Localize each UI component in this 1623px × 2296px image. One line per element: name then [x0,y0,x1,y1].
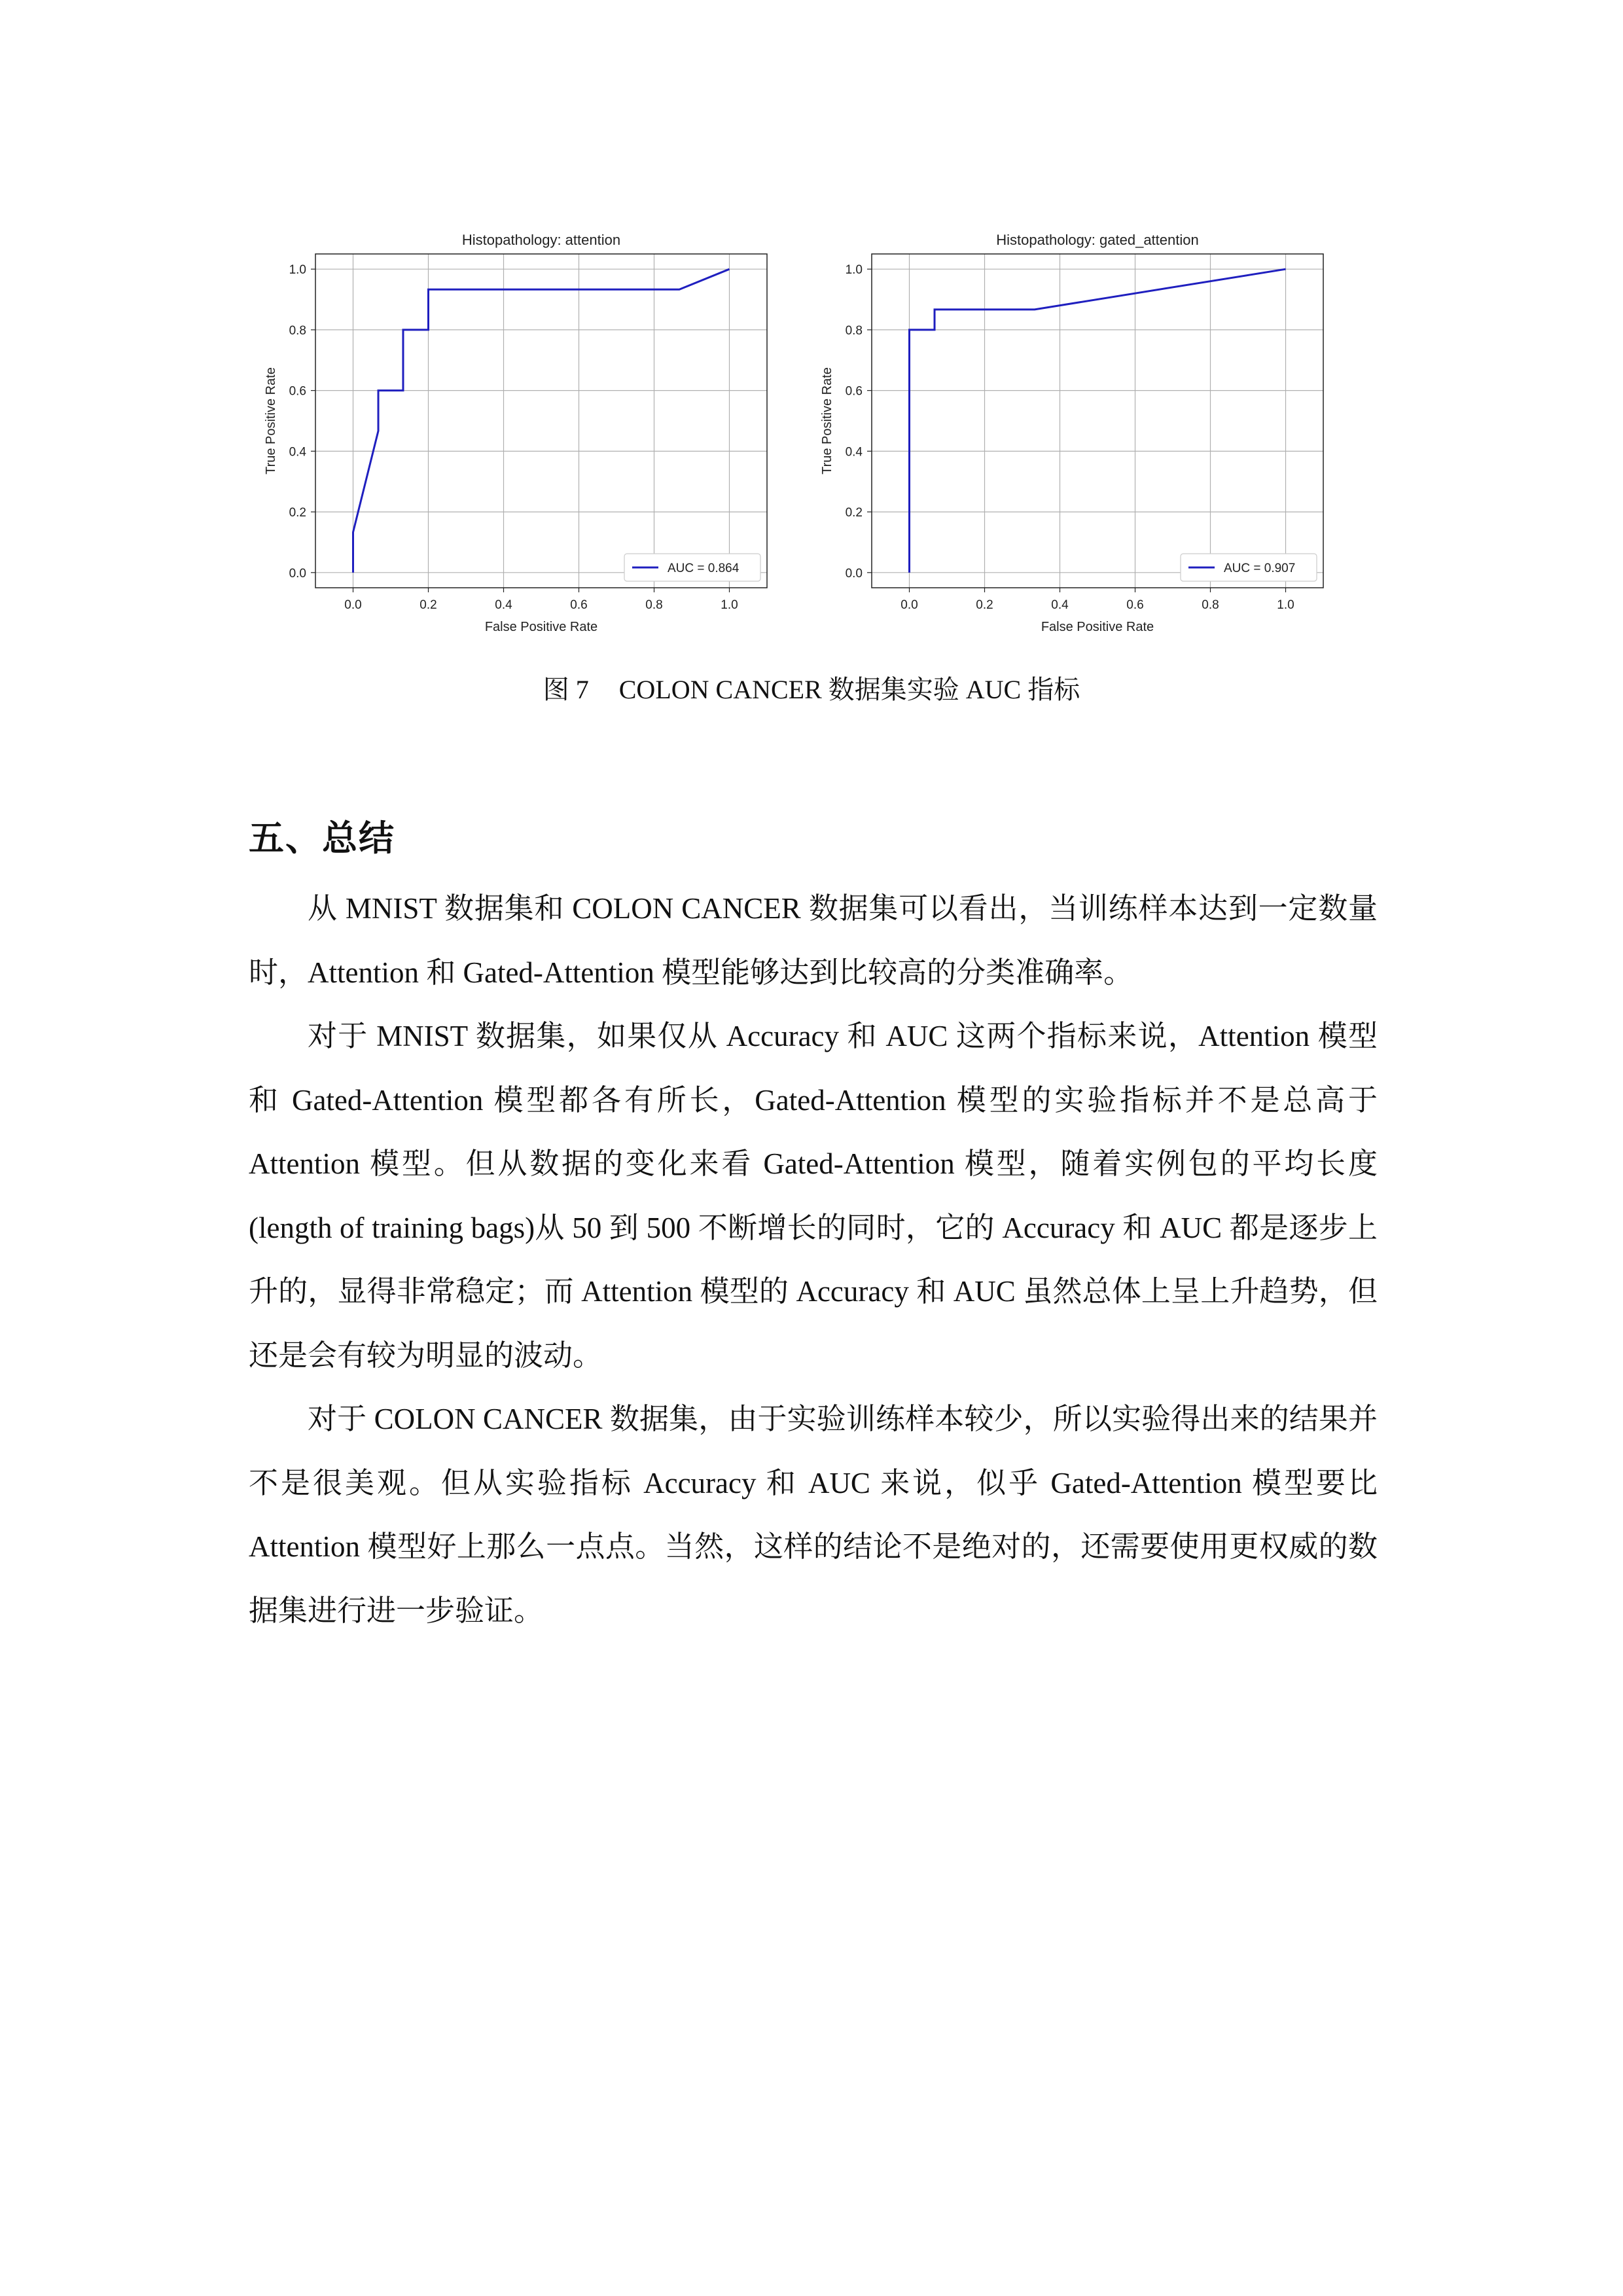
x-axis-label: False Positive Rate [1041,620,1154,634]
y-tick-label: 0.0 [845,566,863,581]
x-tick-label: 1.0 [1277,598,1294,612]
roc-chart-attention [255,216,779,635]
x-tick-label: 0.4 [495,598,512,612]
plot-frame [315,254,767,588]
section-heading: 五、总结 [249,817,395,859]
body-paragraph: 从 MNIST 数据集和 COLON CANCER 数据集可以看出，当训练样本达到一定数量时，Attention 和 Gated-Attention 模型能够达到比较高的分类准确率。 [249,892,1378,989]
y-axis-label: True Positive Rate [820,367,834,475]
legend-entry: AUC = 0.864 [668,562,740,575]
figure-caption-number: 图 7 [543,675,589,704]
roc-chart-gated-attention [812,216,1335,635]
x-tick-label: 0.8 [1202,598,1219,612]
y-tick-label: 0.2 [289,506,306,520]
chart-title: Histopathology: attention [461,232,621,248]
y-tick-label: 0.8 [845,323,863,338]
y-axis-label: True Positive Rate [264,367,278,475]
x-tick-label: 0.8 [645,598,663,612]
x-axis-label: False Positive Rate [484,620,598,634]
y-tick-label: 0.4 [289,445,306,459]
roc-curve-line [353,269,730,573]
x-tick-label: 0.0 [901,598,918,612]
body-paragraph: 对于 COLON CANCER 数据集，由于实验训练样本较少，所以实验得出来的结果并不是很美观。但从实验指标 Accuracy 和 AUC 来说，似乎 Gated-Attention 模型要比 Attention 模型好上那么一点点。当然，这样的结论不是绝对的，还需要使用更权威的数据集进行进一步验证。 [249,1403,1378,1627]
section-body [249,877,1378,1643]
y-tick-label: 0.4 [845,445,863,459]
x-tick-label: 0.2 [976,598,993,612]
figure-caption [0,669,1623,706]
y-tick-label: 0.2 [845,506,863,520]
chart-title: Histopathology: gated_attention [996,232,1199,248]
figure-caption-text: COLON CANCER 数据集实验 AUC 指标 [618,675,1080,704]
x-tick-label: 0.4 [1051,598,1069,612]
plot-frame [872,254,1323,588]
roc-curve-line [910,269,1286,573]
y-tick-label: 0.0 [289,566,306,581]
x-tick-label: 0.0 [344,598,362,612]
y-tick-label: 0.8 [289,323,306,338]
x-tick-label: 1.0 [721,598,738,612]
y-tick-label: 0.6 [289,384,306,399]
x-tick-label: 0.6 [570,598,588,612]
y-tick-label: 1.0 [289,263,306,278]
y-tick-label: 0.6 [845,384,863,399]
x-tick-label: 0.6 [1126,598,1144,612]
legend-entry: AUC = 0.907 [1224,562,1296,575]
x-tick-label: 0.2 [419,598,437,612]
y-tick-label: 1.0 [845,263,863,278]
body-paragraph: 对于 MNIST 数据集，如果仅从 Accuracy 和 AUC 这两个指标来说，Attention 模型和 Gated-Attention 模型都各有所长，Gated-Attention 模型的实验指标并不是总高于 Attention 模型。但从数据的变化来看 Gated-Attention 模型，随着实例包的平均长度(length of training bags)从 50 到 500 不断增长的同时，它的 Accuracy 和 AUC 都是逐步上升的，显得非常稳定；而 Attention 模型的 Accuracy 和 AUC 虽然总体上呈上升趋势，但还是会有较为明显的波动。 [249,1020,1378,1372]
